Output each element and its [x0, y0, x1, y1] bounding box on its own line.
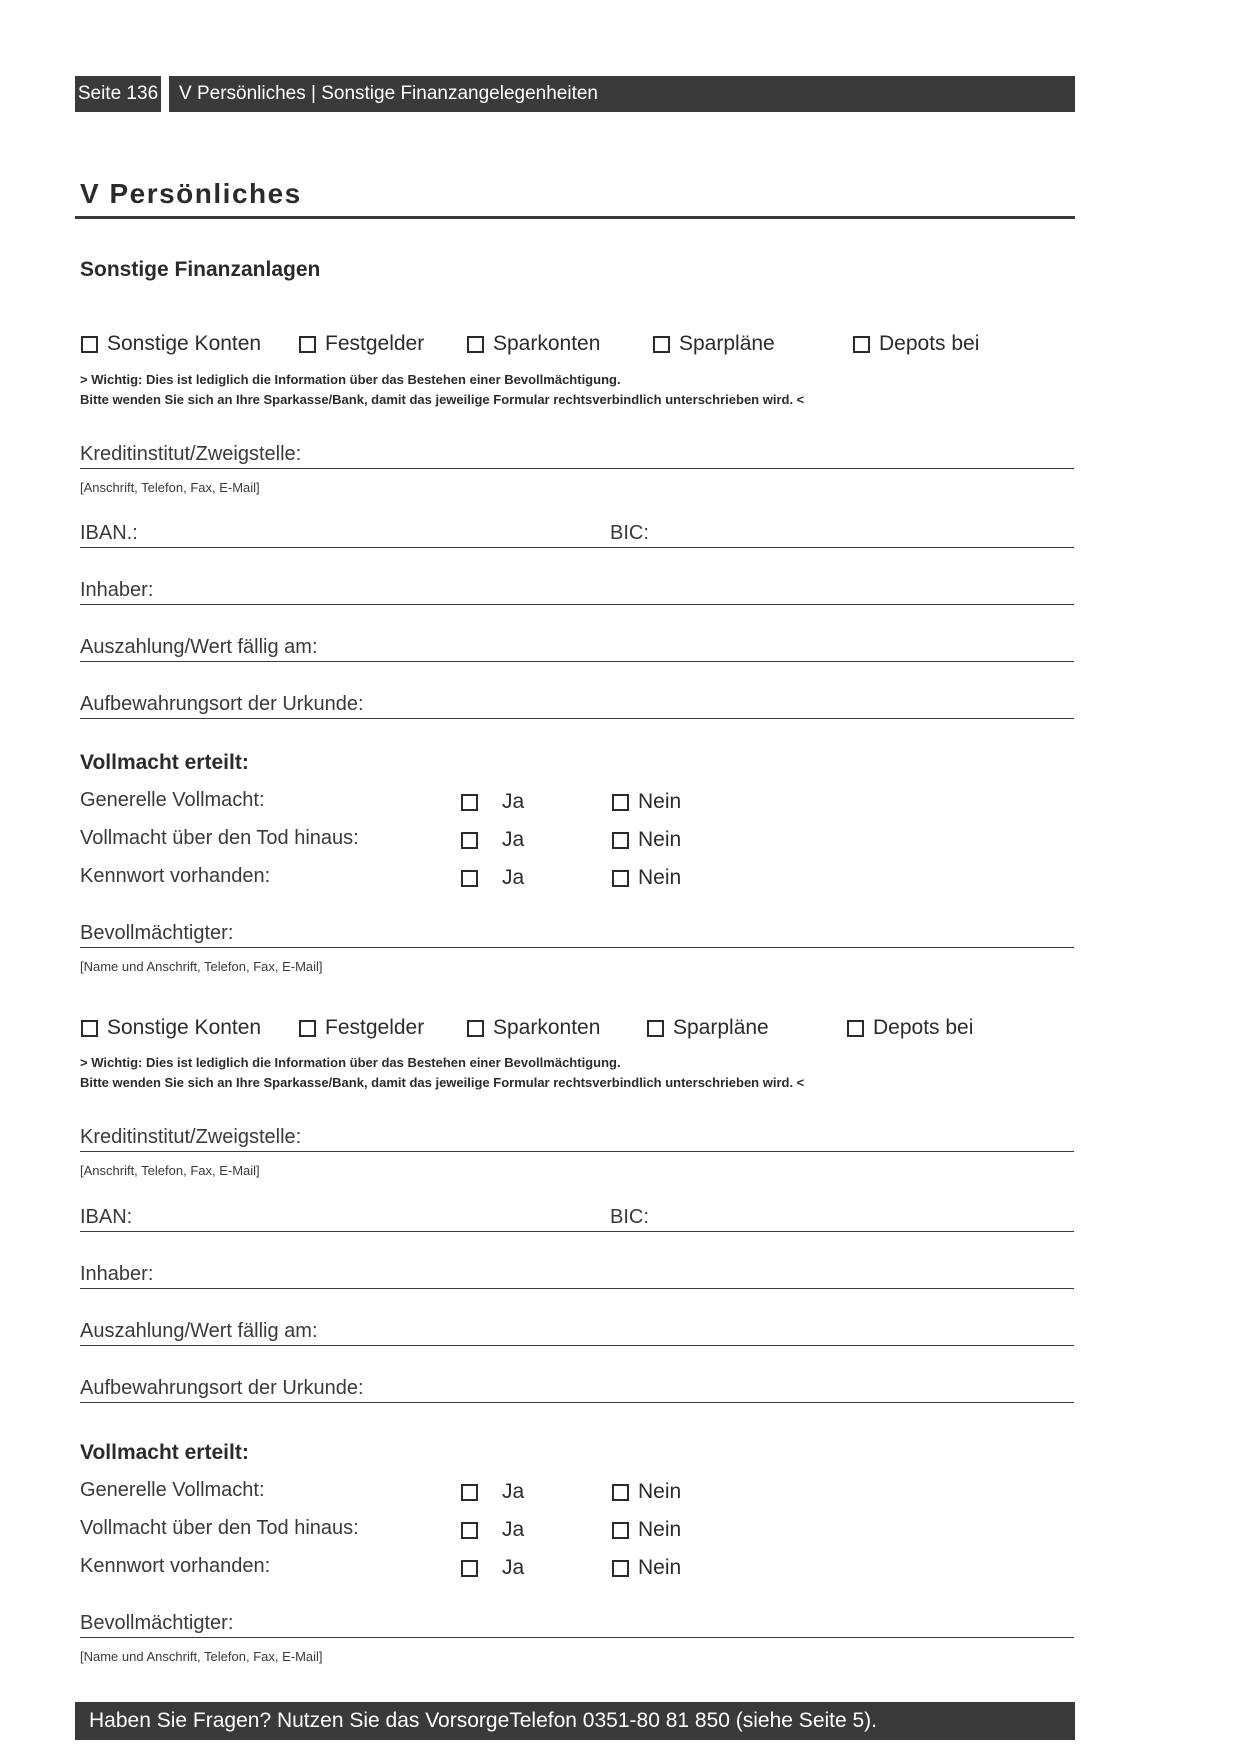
ja-label: Ja: [502, 790, 525, 813]
ja-label: Ja: [502, 1556, 525, 1579]
checkbox-ja[interactable]: [461, 828, 524, 852]
kreditinstitut-field[interactable]: [80, 1121, 1074, 1152]
field-label: Bevollmächtigter:: [80, 1612, 234, 1634]
checkbox-nein[interactable]: [612, 790, 681, 814]
field-label: Aufbewahrungsort der Urkunde:: [80, 693, 364, 715]
field-hint: [Anschrift, Telefon, Fax, E-Mail]: [80, 480, 260, 495]
field-label: Auszahlung/Wert fällig am:: [80, 636, 318, 658]
field-hint: [Name und Anschrift, Telefon, Fax, E-Mail]: [80, 959, 323, 974]
checkbox-ja[interactable]: [461, 866, 524, 890]
aufbewahrungsort-field[interactable]: [80, 688, 1074, 719]
checkbox-depots-bei[interactable]: [847, 1016, 973, 1040]
iban-label: IBAN.:: [80, 522, 138, 544]
bevollmaechtigter-field[interactable]: [80, 917, 1074, 948]
field-label: Kreditinstitut/Zweigstelle:: [80, 1126, 302, 1148]
option-label: Festgelder: [325, 332, 425, 355]
checkbox-icon[interactable]: [461, 1560, 478, 1577]
inhaber-field[interactable]: [80, 574, 1074, 605]
bic-label: BIC:: [610, 1206, 649, 1228]
checkbox-icon[interactable]: [461, 870, 478, 887]
checkbox-ja[interactable]: [461, 1480, 524, 1504]
nein-label: Nein: [638, 1518, 682, 1541]
nein-label: Nein: [638, 790, 682, 813]
important-note: [80, 370, 804, 410]
checkbox-ja[interactable]: [461, 1518, 524, 1542]
bic-label: BIC:: [610, 522, 649, 544]
field-label: Auszahlung/Wert fällig am:: [80, 1320, 318, 1342]
vollmacht-title: Vollmacht erteilt:: [80, 751, 249, 774]
checkbox-nein[interactable]: [612, 1518, 681, 1542]
field-hint: [Name und Anschrift, Telefon, Fax, E-Mail]: [80, 1649, 323, 1664]
checkbox-icon[interactable]: [647, 1020, 664, 1037]
checkbox-icon[interactable]: [853, 336, 870, 353]
option-label: Sonstige Konten: [107, 1016, 262, 1039]
note-line: Bitte wenden Sie sich an Ihre Sparkasse/Bank, damit das jeweilige Formular rechtsverbindlich unterschrieben wird. <: [80, 1075, 805, 1090]
important-note: [80, 1053, 804, 1093]
nein-label: Nein: [638, 1480, 682, 1503]
checkbox-nein[interactable]: [612, 866, 681, 890]
checkbox-festgelder[interactable]: [299, 332, 424, 356]
note-line: > Wichtig: Dies ist lediglich die Information über das Bestehen einer Bevollmächtigung.: [80, 372, 621, 387]
checkbox-icon[interactable]: [612, 1560, 629, 1577]
checkbox-icon[interactable]: [612, 1522, 629, 1539]
vollmacht-row-label: Vollmacht über den Tod hinaus:: [80, 1517, 359, 1539]
field-label: Inhaber:: [80, 1263, 154, 1285]
checkbox-depots-bei[interactable]: [853, 332, 979, 356]
header-title: V Persönliches | Sonstige Finanzangelegenheiten: [169, 76, 1075, 112]
vollmacht-row-label: Kennwort vorhanden:: [80, 865, 271, 887]
section-divider: [75, 216, 1075, 219]
vollmacht-row-label: Generelle Vollmacht:: [80, 789, 265, 811]
checkbox-icon[interactable]: [467, 336, 484, 353]
page-number: Seite 136: [75, 76, 161, 112]
ja-label: Ja: [502, 828, 525, 851]
vollmacht-row-label: Kennwort vorhanden:: [80, 1555, 271, 1577]
option-label: Sparkonten: [493, 332, 601, 355]
checkbox-sparkonten[interactable]: [467, 1016, 600, 1040]
ja-label: Ja: [502, 1518, 525, 1541]
checkbox-nein[interactable]: [612, 828, 681, 852]
checkbox-icon[interactable]: [612, 794, 629, 811]
vollmacht-row-label: Generelle Vollmacht:: [80, 1479, 265, 1501]
checkbox-sparplaene[interactable]: [647, 1016, 769, 1040]
kreditinstitut-field[interactable]: [80, 438, 1074, 469]
ja-label: Ja: [502, 866, 525, 889]
checkbox-festgelder[interactable]: [299, 1016, 424, 1040]
checkbox-icon[interactable]: [612, 870, 629, 887]
option-label: Sparpläne: [673, 1016, 769, 1039]
checkbox-sparkonten[interactable]: [467, 332, 600, 356]
checkbox-icon[interactable]: [461, 1522, 478, 1539]
iban-label: IBAN:: [80, 1206, 133, 1228]
checkbox-icon[interactable]: [299, 336, 316, 353]
ja-label: Ja: [502, 1480, 525, 1503]
auszahlung-field[interactable]: [80, 1315, 1074, 1346]
inhaber-field[interactable]: [80, 1258, 1074, 1289]
nein-label: Nein: [638, 1556, 682, 1579]
checkbox-sonstige-konten[interactable]: [81, 1016, 261, 1040]
iban-bic-field[interactable]: [80, 1201, 1074, 1232]
note-line: > Wichtig: Dies ist lediglich die Information über das Bestehen einer Bevollmächtigung.: [80, 1055, 621, 1070]
bevollmaechtigter-field[interactable]: [80, 1607, 1074, 1638]
checkbox-icon[interactable]: [467, 1020, 484, 1037]
checkbox-sparplaene[interactable]: [653, 332, 775, 356]
checkbox-ja[interactable]: [461, 1556, 524, 1580]
checkbox-nein[interactable]: [612, 1556, 681, 1580]
option-label: Festgelder: [325, 1016, 425, 1039]
vollmacht-row-label: Vollmacht über den Tod hinaus:: [80, 827, 359, 849]
checkbox-icon[interactable]: [653, 336, 670, 353]
field-label: Aufbewahrungsort der Urkunde:: [80, 1377, 364, 1399]
checkbox-sonstige-konten[interactable]: [81, 332, 261, 356]
option-label: Depots bei: [879, 332, 980, 355]
field-label: Bevollmächtigter:: [80, 922, 234, 944]
option-label: Sonstige Konten: [107, 332, 262, 355]
aufbewahrungsort-field[interactable]: [80, 1372, 1074, 1403]
field-label: Kreditinstitut/Zweigstelle:: [80, 443, 302, 465]
iban-bic-field[interactable]: [80, 517, 1074, 548]
checkbox-ja[interactable]: [461, 790, 524, 814]
checkbox-icon[interactable]: [299, 1020, 316, 1037]
checkbox-icon[interactable]: [461, 794, 478, 811]
checkbox-icon[interactable]: [81, 1020, 98, 1037]
section-subtitle: Sonstige Finanzanlagen: [80, 258, 321, 281]
footer-hotline: Haben Sie Fragen? Nutzen Sie das VorsorgeTelefon 0351-80 81 850 (siehe Seite 5).: [75, 1702, 1075, 1740]
checkbox-icon[interactable]: [461, 1484, 478, 1501]
option-label: Sparpläne: [679, 332, 775, 355]
checkbox-icon[interactable]: [612, 1484, 629, 1501]
auszahlung-field[interactable]: [80, 631, 1074, 662]
checkbox-icon[interactable]: [461, 832, 478, 849]
checkbox-icon[interactable]: [612, 832, 629, 849]
option-label: Depots bei: [873, 1016, 974, 1039]
section-title: V Persönliches: [80, 178, 302, 209]
checkbox-icon[interactable]: [847, 1020, 864, 1037]
nein-label: Nein: [638, 828, 682, 851]
checkbox-icon[interactable]: [81, 336, 98, 353]
option-label: Sparkonten: [493, 1016, 601, 1039]
nein-label: Nein: [638, 866, 682, 889]
vollmacht-title: Vollmacht erteilt:: [80, 1441, 249, 1464]
checkbox-nein[interactable]: [612, 1480, 681, 1504]
field-label: Inhaber:: [80, 579, 154, 601]
note-line: Bitte wenden Sie sich an Ihre Sparkasse/Bank, damit das jeweilige Formular rechtsverbindlich unterschrieben wird. <: [80, 392, 805, 407]
field-hint: [Anschrift, Telefon, Fax, E-Mail]: [80, 1163, 260, 1178]
